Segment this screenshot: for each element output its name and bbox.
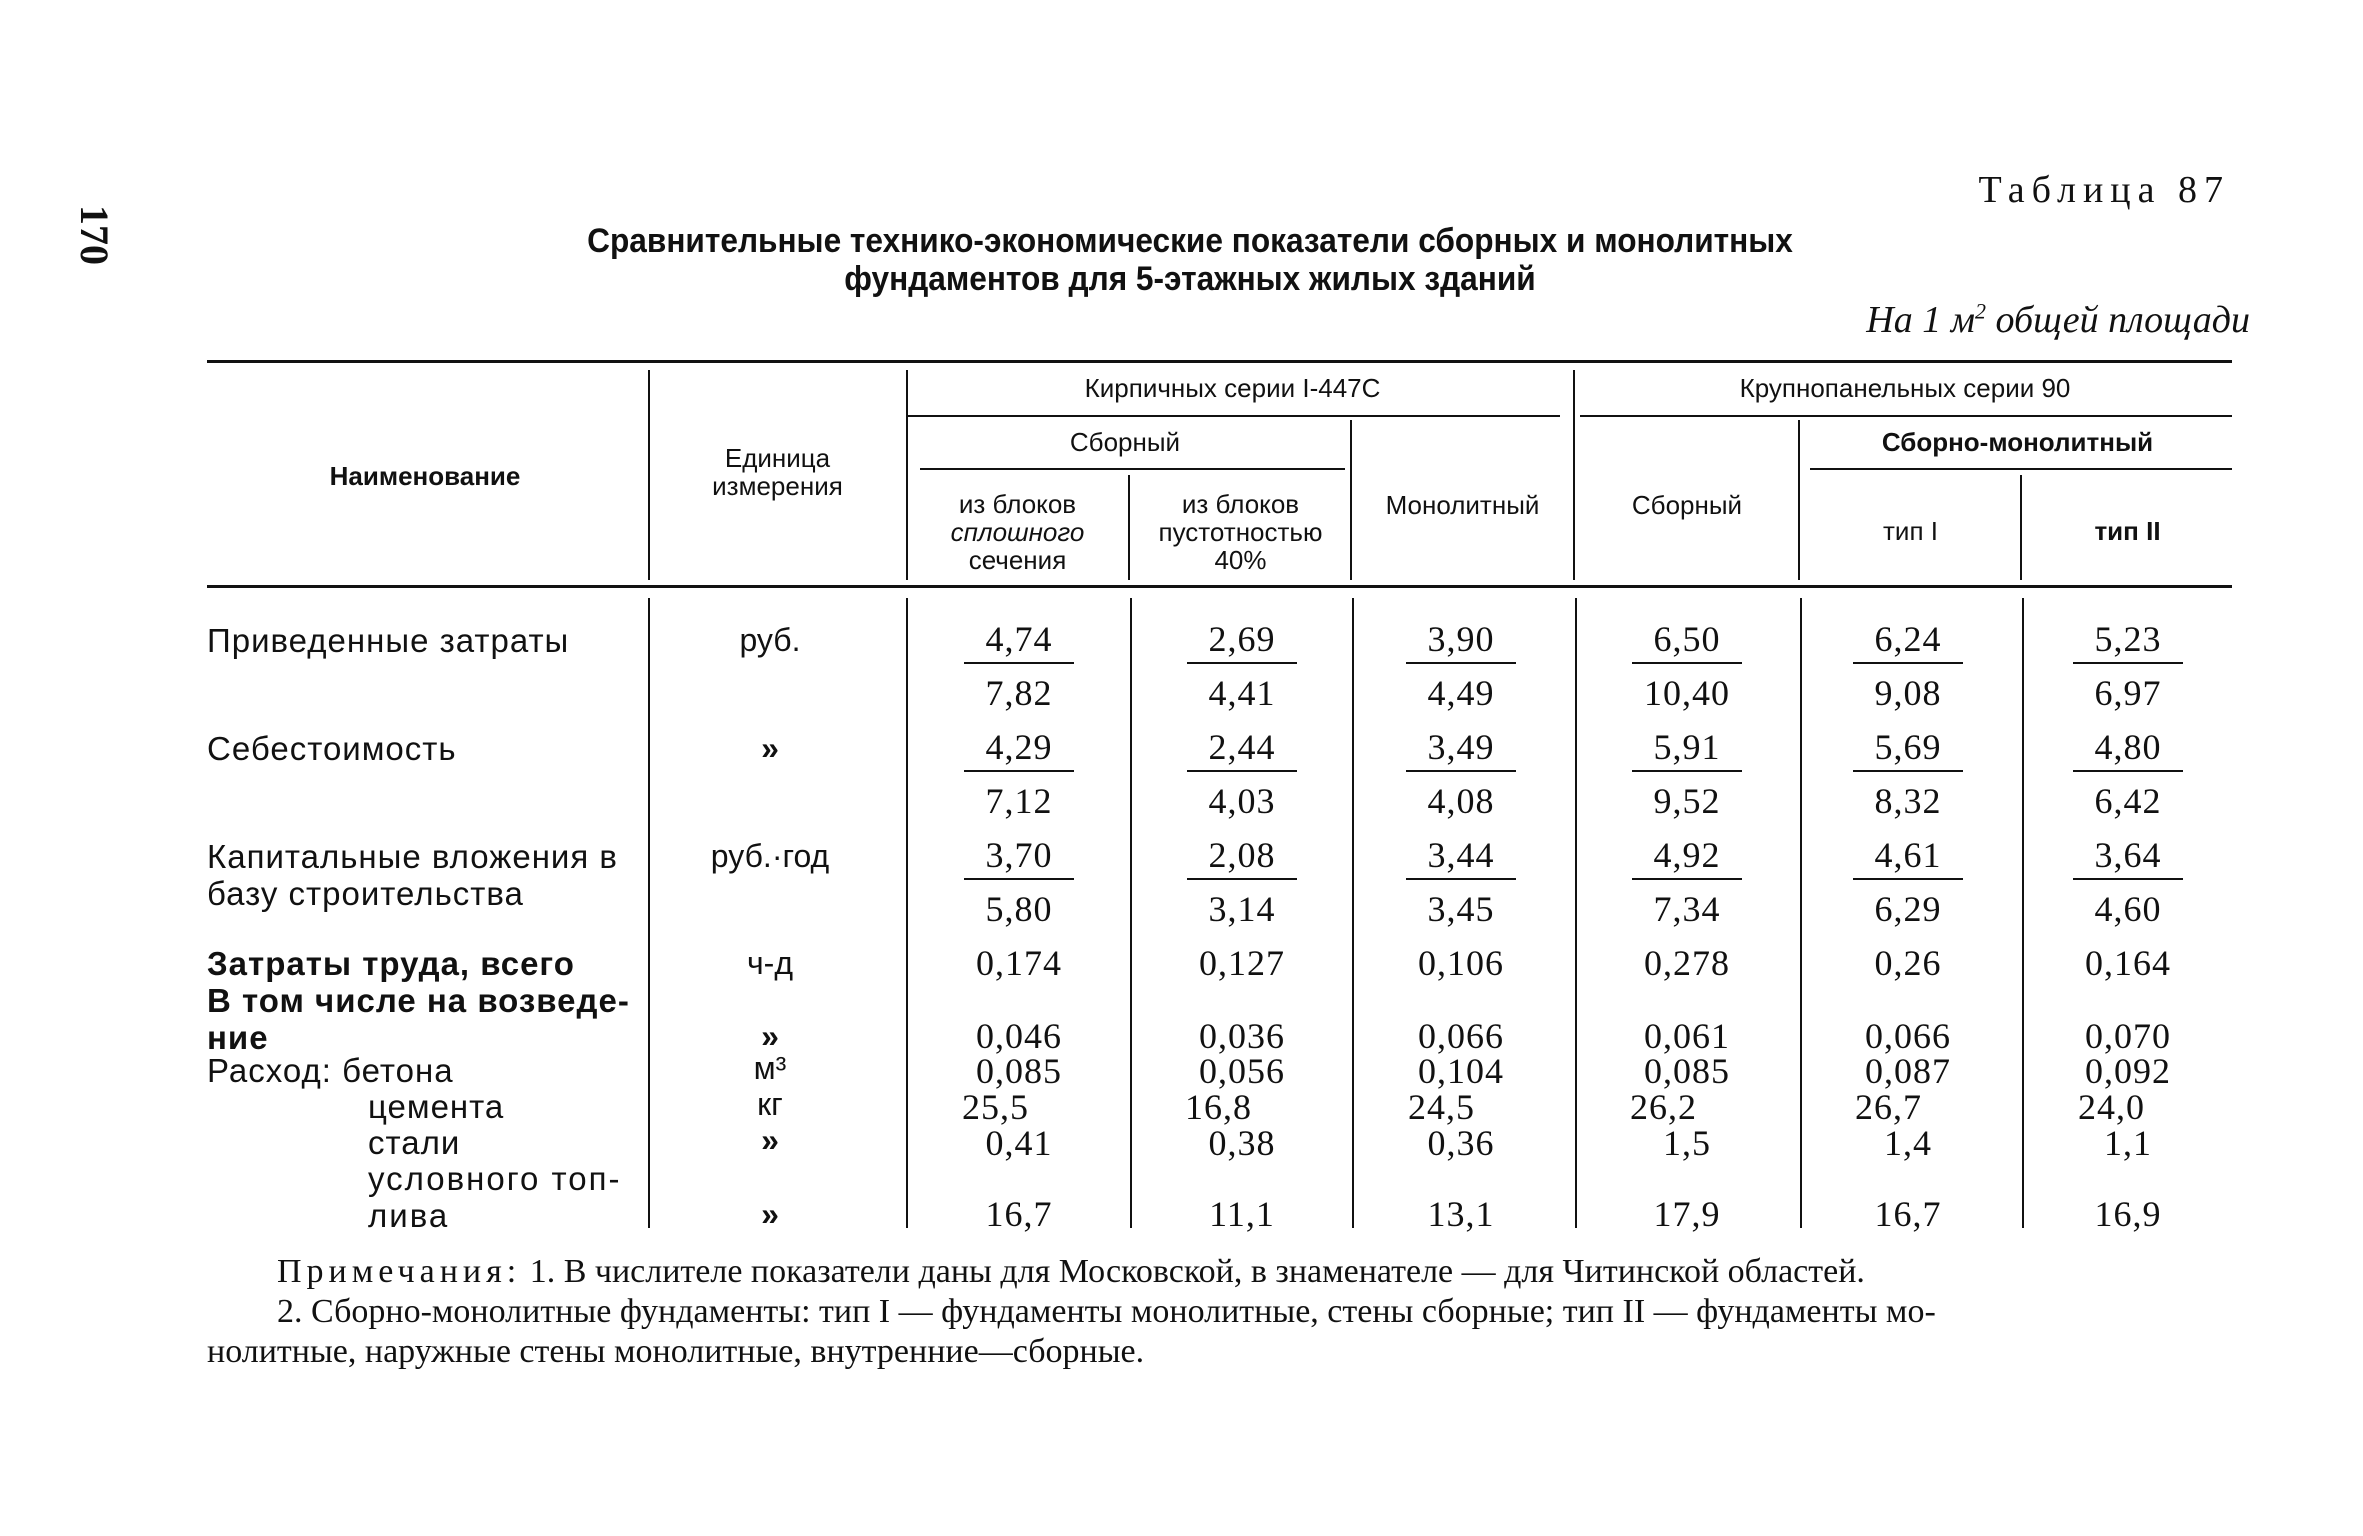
vrule-b6	[2022, 598, 2024, 1228]
cell-r5-2: 0,036	[1199, 1016, 1285, 1056]
cell-r7-1: 25,5	[962, 1087, 1029, 1127]
hdr-unit	[660, 444, 895, 500]
row-unit-fuel: »	[761, 1196, 779, 1232]
cell-r1-den-2: 4,41	[1208, 673, 1276, 713]
cell-r4-1: 0,174	[976, 943, 1062, 983]
cell-r3-den-1: 5,80	[985, 889, 1053, 929]
cell-r1-num-4: 6,50	[1632, 618, 1742, 664]
cell-r3-num-6: 3,64	[2073, 834, 2183, 880]
cell-r2-num-1: 4,29	[964, 726, 1074, 772]
cell-r6-6: 0,092	[2085, 1051, 2171, 1091]
table-label: Таблица 87	[1978, 169, 2230, 211]
row-unit-capital-investment: руб.·год	[710, 838, 830, 874]
row-unit-steel: »	[761, 1122, 779, 1158]
cell-r4-6: 0,164	[2085, 943, 2171, 983]
cell-r6-2: 0,056	[1199, 1051, 1285, 1091]
vrule-b2	[1130, 598, 1132, 1228]
rule-under-mixed	[1810, 468, 2232, 470]
row-unit-including-erection: »	[761, 1018, 779, 1054]
cell-r3-num-3: 3,44	[1406, 834, 1516, 880]
vrule-h1	[648, 370, 650, 580]
cell-r8-1: 0,41	[985, 1123, 1053, 1163]
cell-r7-3: 24,5	[1408, 1087, 1475, 1127]
cell-r8-3: 0,36	[1427, 1123, 1495, 1163]
vrule-h6	[1798, 420, 1800, 580]
cell-r2-num-6: 4,80	[2073, 726, 2183, 772]
vrule-b5	[1800, 598, 1802, 1228]
cell-r7-6: 24,0	[2078, 1087, 2145, 1127]
cell-r2-den-1: 7,12	[985, 781, 1053, 821]
cell-r6-4: 0,085	[1644, 1051, 1730, 1091]
note-2: 2. Сборно-монолитные фундаменты: тип I — фундаменты монолитные, стены сборные; тип II — фундаменты мо-	[277, 1293, 1936, 1330]
cell-r7-2: 16,8	[1185, 1087, 1252, 1127]
hdr-panel-prefab: Сборный	[1631, 490, 1743, 520]
cell-r3-den-4: 7,34	[1653, 889, 1721, 929]
cell-r2-den-2: 4,03	[1208, 781, 1276, 821]
cell-r2-num-4: 5,91	[1632, 726, 1742, 772]
row-label-cement: цемента	[368, 1088, 505, 1125]
row-unit-cost-price: »	[761, 730, 779, 766]
cell-r3-den-2: 3,14	[1208, 889, 1276, 929]
row-label-capital-investment	[207, 838, 618, 912]
vrule-b0	[648, 598, 650, 1228]
table-title	[586, 222, 1795, 298]
cell-r8-2: 0,38	[1208, 1123, 1276, 1163]
hdr-brick-hollow	[1133, 490, 1348, 574]
hdr-panel-mixed: Сборно-монолитный	[1881, 427, 2154, 457]
row-label-capital-2: базу строительства	[207, 875, 524, 912]
cell-r9-1: 16,7	[985, 1194, 1053, 1234]
row-label-capital-1: Капитальные вложения в	[207, 838, 618, 875]
vrule-b4	[1575, 598, 1577, 1228]
row-label-reduced-costs: Приведенные затраты	[207, 622, 570, 659]
cell-r9-2: 11,1	[1209, 1194, 1275, 1234]
subtitle-rest: общей площади	[1986, 299, 2250, 341]
cell-r7-4: 26,2	[1630, 1087, 1697, 1127]
row-label-labor-costs: Затраты труда, всего	[207, 945, 575, 982]
subtitle-sup: 2	[1975, 298, 1986, 324]
vrule-h7	[2020, 475, 2022, 580]
hdr-brick-hollow-2: пустотностью	[1158, 517, 1323, 547]
rule-under-series	[908, 415, 1560, 417]
title-line-1: Сравнительные технико-экономические показатели сборных и монолитных	[587, 222, 1793, 260]
header-bottom-rule	[207, 585, 2232, 588]
cell-r1-num-2: 2,69	[1187, 618, 1297, 664]
cell-r9-3: 13,1	[1427, 1194, 1495, 1234]
title-line-2: фундаментов для 5-этажных жилых зданий	[844, 260, 1536, 298]
cell-r3-num-2: 2,08	[1187, 834, 1297, 880]
note-3: нолитные, наружные стены монолитные, внутренние—сборные.	[207, 1333, 1145, 1370]
hdr-type2: тип II	[2094, 516, 2161, 546]
cell-r1-num-6: 5,23	[2073, 618, 2183, 664]
cell-r6-3: 0,104	[1418, 1051, 1504, 1091]
hdr-brick-solid-2: сплошного	[950, 517, 1085, 547]
row-label-cost-price: Себестоимость	[207, 730, 457, 767]
cell-r3-num-5: 4,61	[1853, 834, 1963, 880]
row-label-fuel-2: лива	[368, 1197, 450, 1234]
cell-r5-4: 0,061	[1644, 1016, 1730, 1056]
row-unit-concrete: м³	[753, 1050, 787, 1086]
hdr-name: Наименование	[329, 461, 521, 491]
cell-r2-den-3: 4,08	[1427, 781, 1495, 821]
cell-r8-6: 1,1	[2104, 1123, 2152, 1163]
cell-r2-num-3: 3,49	[1406, 726, 1516, 772]
cell-r6-1: 0,085	[976, 1051, 1062, 1091]
cell-r6-5: 0,087	[1865, 1051, 1951, 1091]
cell-r4-4: 0,278	[1644, 943, 1730, 983]
cell-r5-1: 0,046	[976, 1016, 1062, 1056]
hdr-panel-series: Крупнопанельных серии 90	[1739, 373, 2071, 403]
cell-r3-den-5: 6,29	[1874, 889, 1942, 929]
hdr-brick-series: Кирпичных серии I-447С	[1084, 373, 1381, 403]
vrule-b1	[906, 598, 908, 1228]
vrule-h3	[1128, 475, 1130, 580]
cell-r4-3: 0,106	[1418, 943, 1504, 983]
rule-under-prefab	[920, 468, 1345, 470]
hdr-brick-monolith: Монолитный	[1385, 490, 1540, 520]
cell-r1-den-6: 6,97	[2094, 673, 2162, 713]
cell-r2-num-2: 2,44	[1187, 726, 1297, 772]
row-unit-cement: кг	[757, 1086, 783, 1122]
vrule-h2	[906, 370, 908, 580]
cell-r1-num-1: 4,74	[964, 618, 1074, 664]
row-label-erection-1: В том числе на возведе-	[207, 982, 630, 1019]
cell-r9-5: 16,7	[1874, 1194, 1942, 1234]
cell-r1-num-5: 6,24	[1853, 618, 1963, 664]
hdr-brick-hollow-1: из блоков	[1181, 489, 1300, 519]
row-unit-labor-costs: ч-д	[747, 945, 793, 981]
table-subtitle	[1700, 298, 2250, 342]
vrule-h5	[1573, 370, 1575, 580]
row-label-including-erection	[207, 982, 630, 1056]
vrule-h4	[1350, 420, 1352, 580]
row-label-concrete: Расход: бетона	[207, 1052, 454, 1089]
page-number: 170	[72, 205, 117, 265]
cell-r8-4: 1,5	[1663, 1123, 1711, 1163]
cell-r2-den-5: 8,32	[1874, 781, 1942, 821]
hdr-brick-prefab: Сборный	[1069, 427, 1181, 457]
hdr-brick-solid-3: сечения	[968, 545, 1067, 575]
cell-r5-3: 0,066	[1418, 1016, 1504, 1056]
cell-r2-den-4: 9,52	[1653, 781, 1721, 821]
row-unit-reduced-costs: руб.	[739, 622, 801, 658]
cell-r3-num-4: 4,92	[1632, 834, 1742, 880]
cell-r3-den-3: 3,45	[1427, 889, 1495, 929]
hdr-unit-line-2: измерения	[712, 471, 843, 501]
subtitle-text: На 1 м	[1866, 299, 1975, 341]
cell-r3-den-6: 4,60	[2094, 889, 2162, 929]
table-notes	[207, 1252, 2247, 1372]
hdr-type1: тип I	[1883, 516, 1938, 546]
cell-r4-5: 0,26	[1874, 943, 1942, 983]
cell-r1-den-5: 9,08	[1874, 673, 1942, 713]
row-label-erection-2: ние	[207, 1019, 269, 1056]
cell-r4-2: 0,127	[1199, 943, 1285, 983]
rule-under-series-2	[1580, 415, 2232, 417]
cell-r5-6: 0,070	[2085, 1016, 2171, 1056]
row-label-fuel-1: условного топ-	[368, 1160, 622, 1197]
cell-r8-5: 1,4	[1884, 1123, 1932, 1163]
cell-r9-6: 16,9	[2094, 1194, 2162, 1234]
cell-r9-4: 17,9	[1653, 1194, 1721, 1234]
vrule-b3	[1352, 598, 1354, 1228]
notes-lead: Примечания:	[277, 1253, 522, 1290]
cell-r3-num-1: 3,70	[964, 834, 1074, 880]
hdr-brick-solid	[910, 490, 1125, 574]
hdr-brick-hollow-3: 40%	[1214, 545, 1267, 575]
cell-r2-den-6: 6,42	[2094, 781, 2162, 821]
note-1-text: 1. В числителе показатели даны для Московской, в знаменателе — для Читинской областей.	[521, 1253, 1865, 1290]
hdr-brick-solid-1: из блоков	[958, 489, 1077, 519]
cell-r2-num-5: 5,69	[1853, 726, 1963, 772]
cell-r1-den-4: 10,40	[1644, 673, 1730, 713]
row-label-fuel	[368, 1160, 622, 1234]
cell-r1-num-3: 3,90	[1406, 618, 1516, 664]
table-top-rule	[207, 360, 2232, 363]
cell-r5-5: 0,066	[1865, 1016, 1951, 1056]
row-label-steel: стали	[368, 1124, 461, 1161]
note-1	[207, 1252, 2247, 1292]
cell-r1-den-1: 7,82	[985, 673, 1053, 713]
hdr-unit-line-1: Единица	[724, 443, 831, 473]
cell-r7-5: 26,7	[1855, 1087, 1922, 1127]
cell-r1-den-3: 4,49	[1427, 673, 1495, 713]
